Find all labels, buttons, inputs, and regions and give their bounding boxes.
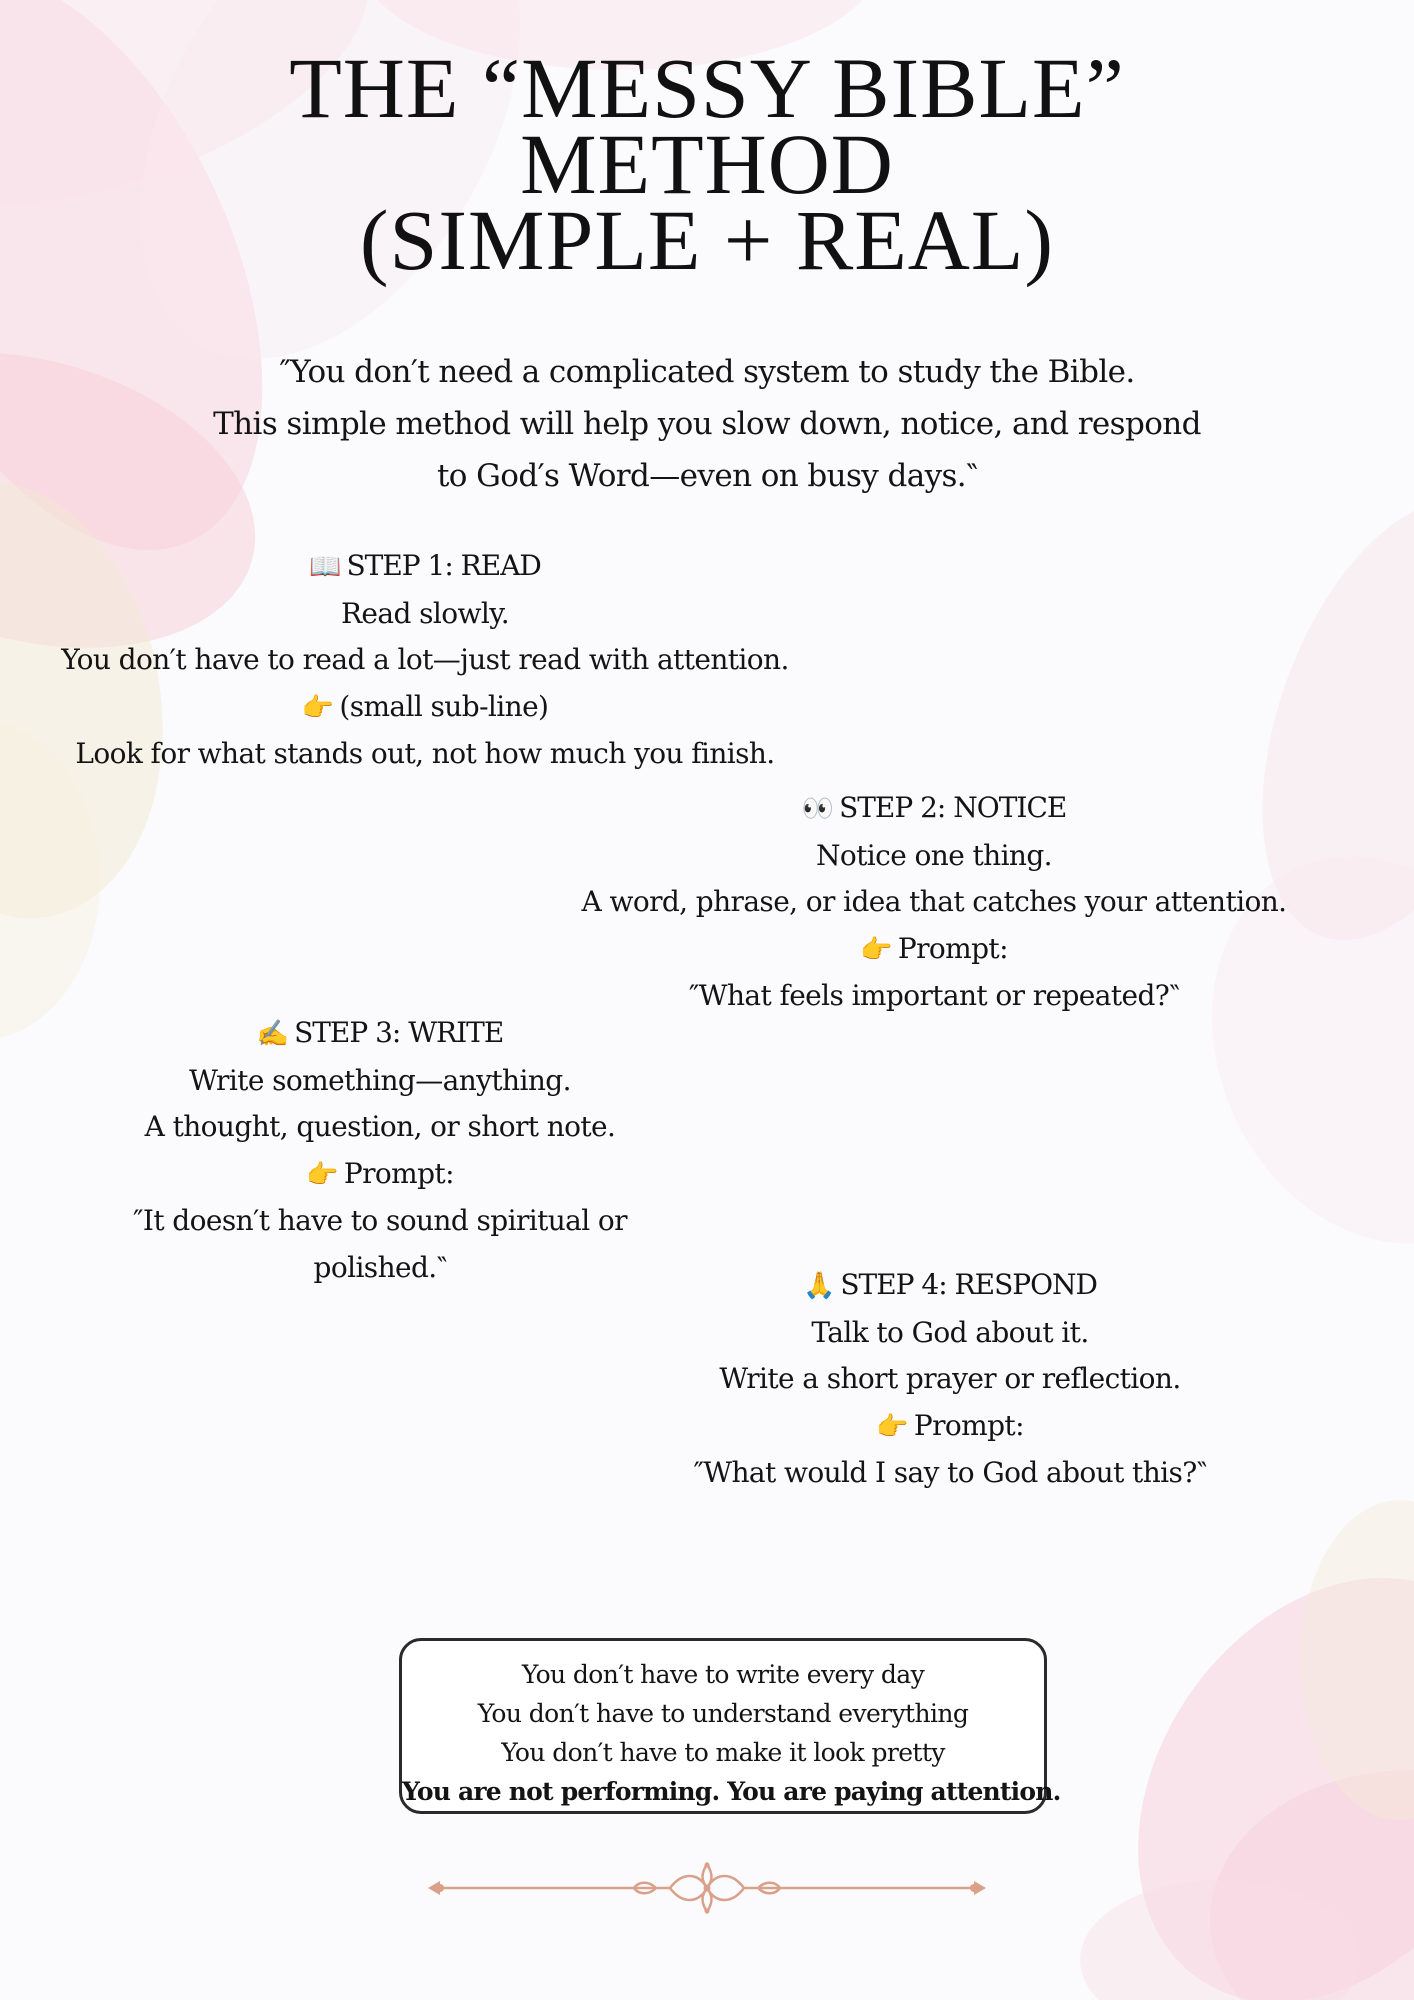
page-title: [0, 40, 1414, 288]
open-book-icon: 📖: [309, 552, 341, 582]
pointing-hand-icon: 👉: [301, 692, 334, 723]
step-heading: [30, 543, 820, 591]
step-3-write: [80, 1010, 680, 1291]
reminder-line: You don′t have to make it look pretty: [501, 1738, 945, 1767]
step-4-respond: [600, 1262, 1300, 1497]
step-title: STEP 3: WRITE: [294, 1016, 504, 1049]
step-prompt: ″It doesn′t have to sound spiritual or: [133, 1204, 627, 1237]
step-1-read: [30, 543, 820, 778]
intro-line-2: This simple method will help you slow down, notice, and respond: [213, 406, 1201, 442]
step-heading: [534, 785, 1334, 833]
reminder-line: You don′t have to understand everything: [477, 1699, 969, 1728]
step-line: A thought, question, or short note.: [144, 1110, 616, 1143]
reminder-line: You don′t have to write every day: [521, 1660, 925, 1689]
step-line: A word, phrase, or idea that catches your attention.: [581, 885, 1287, 918]
step-line: Write something—anything.: [189, 1063, 571, 1097]
title-line-3: (SIMPLE + REAL): [359, 192, 1055, 288]
step-line: Write a short prayer or reflection.: [719, 1362, 1181, 1395]
step-prompt: ″What feels important or repeated?‶: [688, 979, 1180, 1012]
praying-hands-icon: 🙏: [802, 1271, 835, 1301]
pointer-label: Prompt:: [913, 1408, 1024, 1442]
step-2-notice: [534, 785, 1334, 1020]
step-line: Read slowly.: [340, 596, 510, 630]
step-title: STEP 1: READ: [346, 549, 541, 582]
step-prompt: Look for what stands out, not how much you finish.: [75, 737, 775, 770]
step-title: STEP 2: NOTICE: [839, 791, 1067, 824]
title-line-2: METHOD: [520, 116, 894, 212]
reminder-box: [399, 1638, 1061, 1814]
pointing-hand-icon: 👉: [860, 934, 892, 965]
ornamental-divider-icon: [420, 1860, 994, 1920]
step-title: STEP 4: RESPOND: [840, 1268, 1097, 1301]
step-pointer: [80, 1151, 680, 1199]
reminder-emphasis: You are not performing. You are paying attention.: [402, 1777, 1061, 1806]
step-line: Notice one thing.: [816, 838, 1052, 872]
step-line: Talk to God about it.: [811, 1315, 1089, 1349]
pointer-label: Prompt:: [343, 1156, 454, 1190]
step-pointer: [534, 926, 1334, 974]
eyes-icon: 👀: [801, 794, 834, 824]
pointing-hand-icon: 👉: [306, 1159, 338, 1190]
pointing-hand-icon: 👉: [876, 1411, 908, 1442]
step-pointer: [600, 1403, 1300, 1451]
step-heading: [600, 1262, 1300, 1310]
intro-line-1: ″You don′t need a complicated system to study the Bible.: [279, 354, 1135, 390]
writing-hand-icon: ✍️: [256, 1019, 289, 1049]
intro-line-3: to God′s Word—even on busy days.‶: [436, 458, 978, 494]
intro-quote: [0, 346, 1414, 502]
title-line-1: THE “MESSY BIBLE”: [289, 40, 1125, 136]
step-pointer: [30, 684, 820, 732]
step-heading: [80, 1010, 680, 1058]
pointer-label: (small sub-line): [339, 689, 549, 723]
step-prompt: polished.‶: [313, 1250, 447, 1284]
step-prompt: ″What would I say to God about this?‶: [693, 1456, 1207, 1489]
step-line: You don′t have to read a lot—just read with attention.: [61, 643, 789, 676]
pointer-label: Prompt:: [897, 931, 1008, 965]
